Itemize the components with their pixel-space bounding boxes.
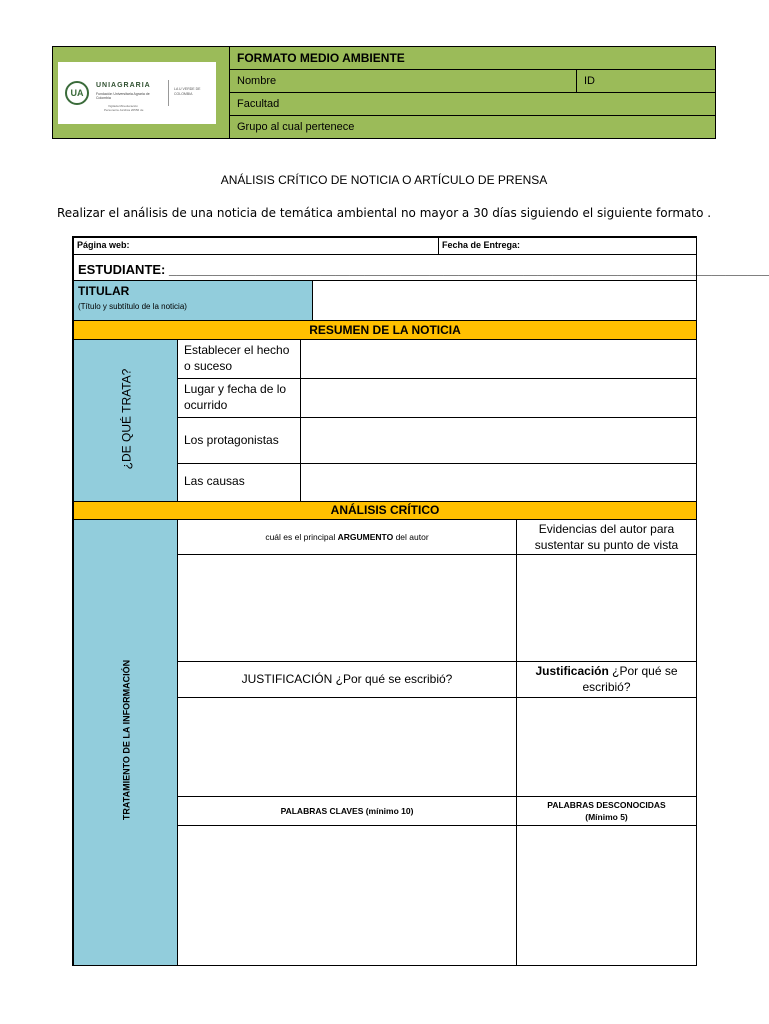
pagina-web-label: Página web: — [77, 240, 130, 250]
tratamiento-cell — [73, 519, 178, 966]
de-que-trata-label: ¿DE QUÉ TRATA? — [119, 368, 134, 470]
justificacion-left-input[interactable] — [177, 697, 517, 797]
titular-hint: (Título y subtítulo de la noticia) — [78, 302, 187, 311]
form-title: FORMATO MEDIO AMBIENTE — [230, 46, 716, 70]
palabras-desconocidas-header — [516, 796, 697, 826]
fecha-entrega-label: Fecha de Entrega: — [442, 240, 521, 250]
document-title: ANÁLISIS CRÍTICO DE NOTICIA O ARTÍCULO DE PRENSA — [220, 173, 548, 187]
logo-small-line-2: Personería Jurídica 20556 de — [104, 108, 144, 112]
resumen-label-lugar: Lugar y fecha de lo ocurrido — [177, 378, 301, 418]
justificacion-right-input[interactable] — [516, 697, 697, 797]
resumen-input-protagonistas[interactable] — [300, 417, 697, 464]
fecha-entrega-field[interactable] — [438, 237, 697, 255]
argumento-input[interactable] — [177, 554, 517, 662]
resumen-label-hecho: Establecer el hecho o suceso — [177, 339, 301, 379]
estudiante-label: ESTUDIANTE: ___________________________________________________________________________________ — [78, 262, 769, 277]
logo-divider — [168, 80, 169, 106]
resumen-input-causas[interactable] — [300, 463, 697, 502]
logo-badge-icon: UA — [65, 81, 89, 105]
instructions: Realizar el análisis de una noticia de temática ambiental no mayor a 30 días siguiendo el siguiente formato . — [56, 206, 712, 220]
titular-input[interactable] — [312, 280, 697, 321]
logo-tagline: LA U VERDE DE COLOMBIA — [174, 87, 201, 96]
palabras-desconocidas-input[interactable] — [516, 825, 697, 966]
tratamiento-label: TRATAMIENTO DE LA INFORMACIÓN — [121, 659, 132, 821]
university-logo — [58, 62, 216, 124]
justificacion-right-header: Justificación ¿Por qué se escribió? — [516, 661, 697, 698]
titular-label: TITULAR — [78, 284, 130, 298]
logo-name: UNIAGRARIA — [96, 82, 151, 89]
evidencias-header: Evidencias del autor para sustentar su punto de vista — [516, 519, 697, 555]
palabras-claves-header: PALABRAS CLAVES (mínimo 10) — [177, 796, 517, 826]
nombre-field[interactable]: Nombre — [230, 69, 716, 93]
evidencias-input[interactable] — [516, 554, 697, 662]
titular-label-cell — [73, 280, 313, 321]
pagina-web-field[interactable] — [73, 237, 439, 255]
logo-subtitle: Fundación Universitaria Agraria de Colombia — [96, 92, 150, 100]
justificacion-left-header: JUSTIFICACIÓN ¿Por qué se escribió? — [177, 661, 517, 698]
resumen-label-protagonistas: Los protagonistas — [177, 417, 301, 464]
analysis-form — [72, 236, 769, 966]
de-que-trata-cell — [73, 339, 178, 502]
estudiante-field[interactable] — [73, 254, 769, 281]
argumento-header: cuál es el principal ARGUMENTO del autor — [177, 519, 517, 555]
resumen-input-lugar[interactable] — [300, 378, 697, 418]
id-divider — [576, 69, 577, 92]
palabras-desconocidas-min: (Mínimo 5) — [585, 812, 628, 822]
resumen-header: RESUMEN DE LA NOTICIA — [73, 320, 697, 340]
id-field[interactable]: ID — [584, 75, 595, 87]
resumen-input-hecho[interactable] — [300, 339, 697, 379]
palabras-desconocidas-label: PALABRAS DESCONOCIDAS — [547, 800, 666, 810]
palabras-claves-input[interactable] — [177, 825, 517, 966]
grupo-field[interactable]: Grupo al cual pertenece — [230, 115, 716, 139]
facultad-field[interactable]: Facultad — [230, 92, 716, 116]
logo-small-line-1: Vigilada Mineducación — [108, 104, 138, 108]
resumen-label-causas: Las causas — [177, 463, 301, 502]
analisis-header: ANÁLISIS CRÍTICO — [73, 501, 697, 520]
